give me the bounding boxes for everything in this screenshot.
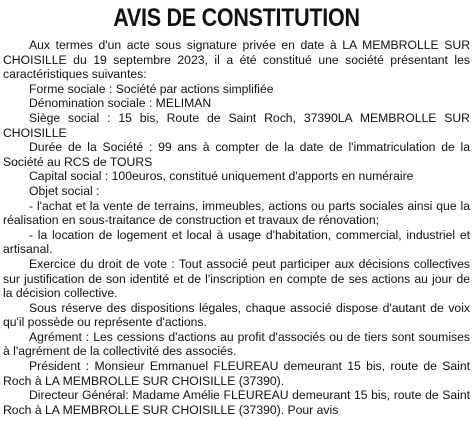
paragraph-duree: Durée de la Société : 99 ans à compter de la date de l'immatriculation de la Société au RCS de TOURS xyxy=(3,140,470,169)
paragraph-objet-heading: Objet social : xyxy=(29,183,100,198)
paragraph-objet-item-1: - l'achat et la vente de terrains, immeubles, actions ou parts sociales ainsi que la réalisation en sous-traitance de construction et travaux de rénovation; xyxy=(3,198,470,228)
paragraph-denomination: Dénomination sociale : MELIMAN xyxy=(29,96,212,111)
paragraph-voix: Sous réserve des dispositions légales, chaque associé dispose d'autant de voix qu'il possède ou représente d'actions. xyxy=(3,300,470,330)
paragraph-intro: Aux termes d'un acte sous signature privée en date à LA MEMBROLLE SUR CHOISILLE du 19 septembre 2023, il a été constitué une société présentant les caractéristiques suivantes: xyxy=(3,38,470,82)
paragraph-directeur-general: Directeur Général: Madame Amélie FLEUREAU demeurant 15 bis, route de Saint Roch à LA MEMBROLLE SUR CHOISILLE (37390). Pour avis xyxy=(3,388,470,417)
paragraph-capital: Capital social : 100euros, constitué uniquement d'apports en numéraire xyxy=(29,169,414,184)
paragraph-objet-item-2: - la location de logement et local à usage d'habitation, commercial, industriel et artisanal. xyxy=(3,227,470,257)
notice-title: AVIS DE CONSTITUTION xyxy=(113,4,360,32)
notice-body xyxy=(3,38,470,417)
paragraph-agrement: Agrément : Les cessions d'actions au profit d'associés ou de tiers sont soumises à l'agrément de la collectivité des associés. xyxy=(3,329,470,359)
paragraph-droit-de-vote: Exercice du droit de vote : Tout associé peut participer aux décisions collectives sur justification de son identité et de l'inscription en compte de ses actions au jour de la décision collective. xyxy=(3,256,470,301)
paragraph-president: Président : Monsieur Emmanuel FLEUREAU demeurant 15 bis, route de Saint Roch à LA MEMBROLLE SUR CHOISILLE (37390). xyxy=(3,359,470,388)
paragraph-siege-social: Siège social : 15 bis, Route de Saint Roch, 37390LA MEMBROLLE SUR CHOISILLE xyxy=(3,110,470,140)
paragraph-forme-sociale: Forme sociale : Société par actions simplifiée xyxy=(29,81,274,96)
